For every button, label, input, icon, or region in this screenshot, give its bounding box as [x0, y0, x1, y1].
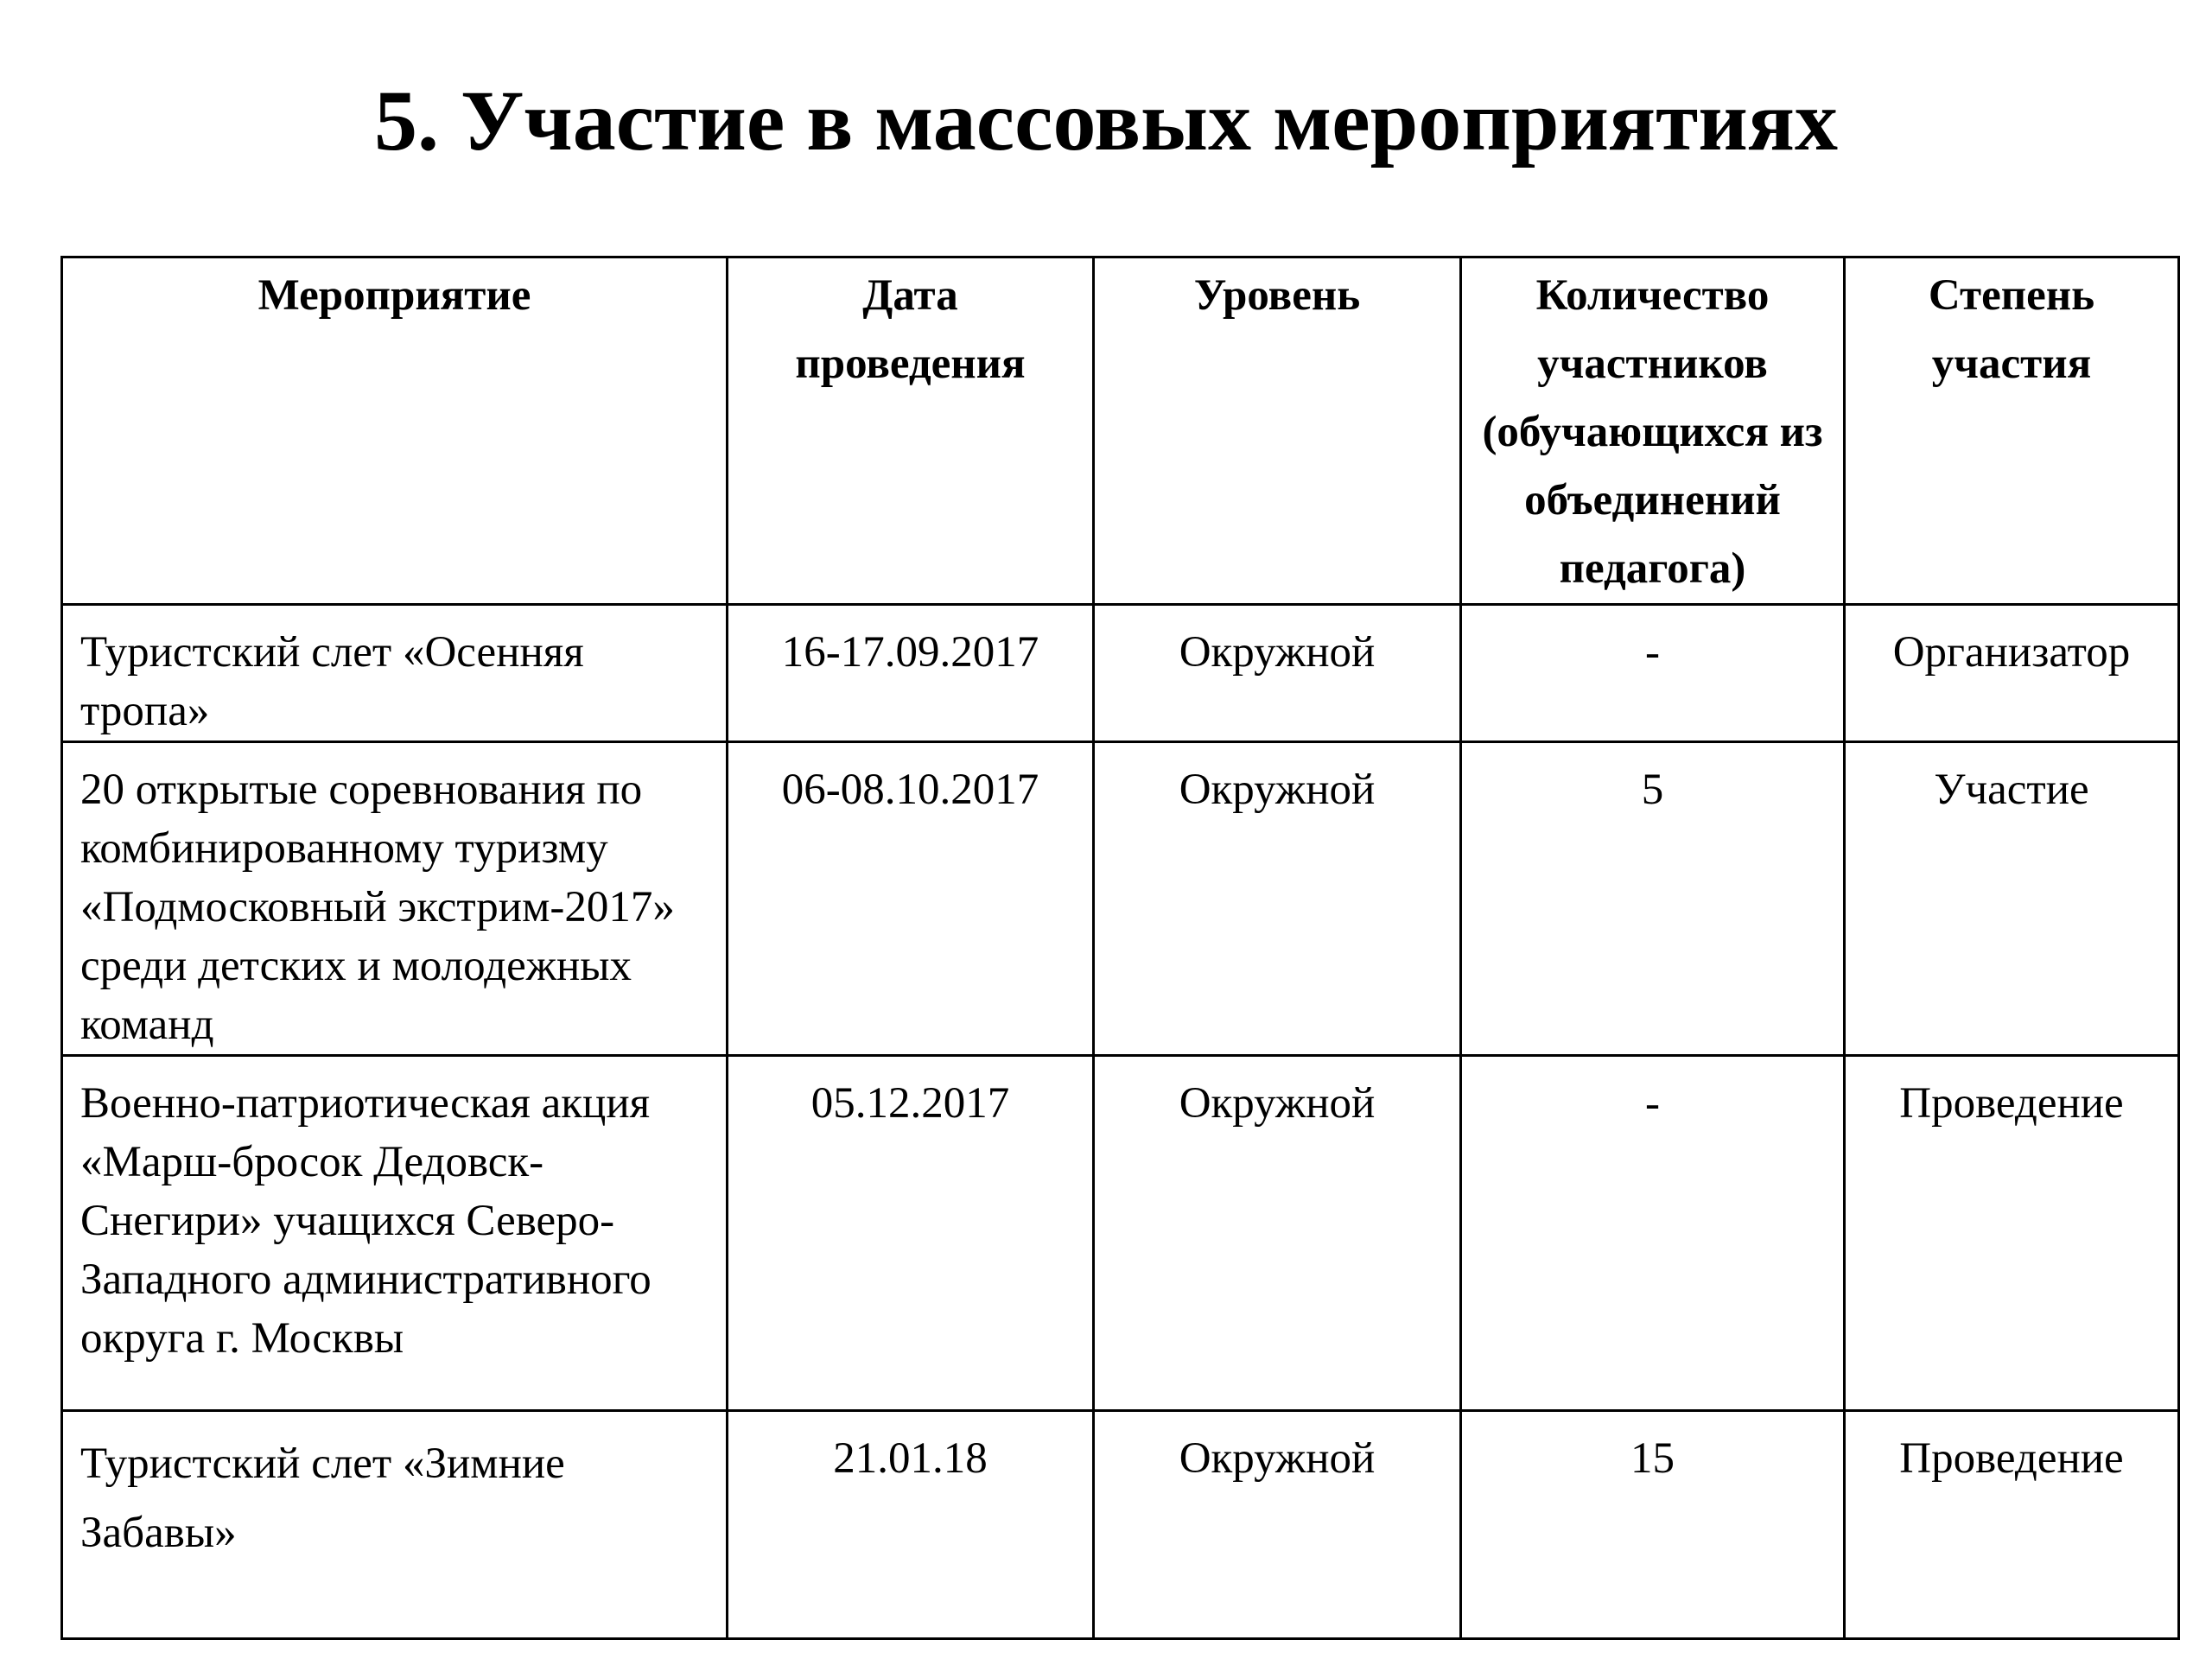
cell-date: 21.01.18: [728, 1411, 1094, 1639]
cell-participants: 5: [1461, 742, 1845, 1056]
cell-role: Участие: [1845, 742, 2179, 1056]
page-title: 5. Участие в массовых мероприятиях: [374, 73, 1838, 168]
table-row: [62, 742, 2179, 1056]
cell-role: Проведение: [1845, 1411, 2179, 1639]
header-role: Степень участия: [1845, 257, 2179, 605]
table-row: [62, 1411, 2179, 1639]
cell-role: Организатор: [1845, 605, 2179, 742]
cell-participants: -: [1461, 605, 1845, 742]
cell-date: 05.12.2017: [728, 1056, 1094, 1411]
cell-event: 20 открытые соревнования по комбинированному туризму «Подмосковный экстрим-2017» среди детских и молодежных команд: [62, 742, 728, 1056]
header-date: Дата проведения: [728, 257, 1094, 605]
cell-date: 06-08.10.2017: [728, 742, 1094, 1056]
cell-level: Окружной: [1094, 742, 1461, 1056]
header-level: Уровень: [1094, 257, 1461, 605]
header-participants: Количество участников (обучающихся из объединений педагога): [1461, 257, 1845, 605]
cell-participants: -: [1461, 1056, 1845, 1411]
events-table: [60, 256, 2180, 1640]
cell-role: Проведение: [1845, 1056, 2179, 1411]
table-row: [62, 1056, 2179, 1411]
cell-participants: 15: [1461, 1411, 1845, 1639]
cell-level: Окружной: [1094, 1411, 1461, 1639]
header-event: Мероприятие: [62, 257, 728, 605]
cell-event: Туристский слет «Зимние Забавы»: [62, 1411, 728, 1639]
cell-level: Окружной: [1094, 1056, 1461, 1411]
cell-level: Окружной: [1094, 605, 1461, 742]
table-row: [62, 605, 2179, 742]
cell-event: Туристский слет «Осенняя тропа»: [62, 605, 728, 742]
table-header-row: [62, 257, 2179, 605]
cell-event: Военно-патриотическая акция «Марш-бросок Дедовск-Снегири» учащихся Северо-Западного административного округа г. Москвы: [62, 1056, 728, 1411]
cell-date: 16-17.09.2017: [728, 605, 1094, 742]
